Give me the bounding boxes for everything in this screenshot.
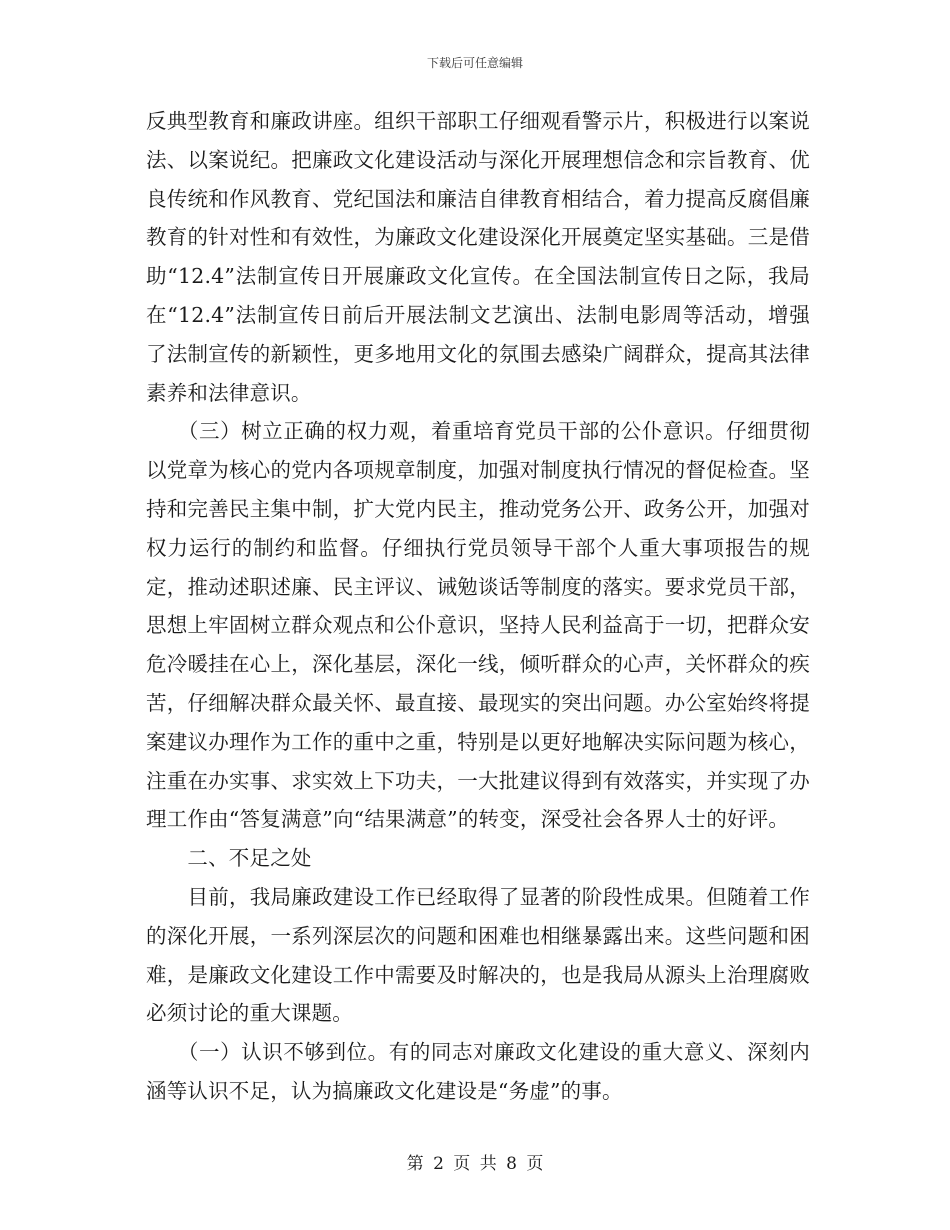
page-number: 第 2 页 共 8 页 [406, 1154, 544, 1174]
paragraph-4: （一）认识不够到位。有的同志对廉政文化建设的重大意义、深刻内涵等认识不足，认为搞廉政文化建设是“务虚”的事。 [146, 1040, 810, 1103]
page-header: 下载后可任意编辑 [426, 56, 523, 70]
paragraph-1: 反典型教育和廉政讲座。组织干部职工仔细观看警示片，积极进行以案说法、以案说纪。把廉政文化建设活动与深化开展理想信念和宗旨教育、优良传统和作风教育、党纪国法和廉洁自律教育相结合，着力提高反腐倡廉教育的针对性和有效性，为廉政文化建设深化开展奠定坚实基础。三是借助“12.4”法制宣传日开展廉政文化宣传。在全国法制宣传日之际，我局在“12.4”法制宣传日前后开展法制文艺演出、法制电影周等活动，增强了法制宣传的新颖性，更多地用文化的氛围去感染广阔群众，提高其法律素养和法律意识。 [146, 109, 810, 405]
section-heading: 二、不足之处 [146, 846, 312, 871]
paragraph-2: （三）树立正确的权力观，着重培育党员干部的公仆意识。仔细贯彻以党章为核心的党内各项规章制度，加强对制度执行情况的督促检查。坚持和完善民主集中制，扩大党内民主，推动党务公开、政务公开，加强对权力运行的制约和监督。仔细执行党员领导干部个人重大事项报告的规定，推动述职述廉、民主评议、诫勉谈话等制度的落实。要求党员干部，思想上牢固树立群众观点和公仆意识，坚持人民利益高于一切，把群众安危冷暖挂在心上，深化基层，深化一线，倾听群众的心声，关怀群众的疾苦，仔细解决群众最关怀、最直接、最现实的突出问题。办公室始终将提案建议办理作为工作的重中之重，特别是以更好地解决实际问题为核心，注重在办实事、求实效上下功夫，一大批建议得到有效落实，并实现了办理工作由“答复满意”向“结果满意”的转变，深受社会各界人士的好评。 [146, 419, 810, 832]
paragraph-3: 目前，我局廉政建设工作已经取得了显著的阶段性成果。但随着工作的深化开展，一系列深层次的问题和困难也相继暴露出来。这些问题和困难，是廉政文化建设工作中需要及时解决的，也是我局从源头上治理腐败必须讨论的重大课题。 [146, 884, 810, 1026]
document-body [146, 102, 810, 1111]
